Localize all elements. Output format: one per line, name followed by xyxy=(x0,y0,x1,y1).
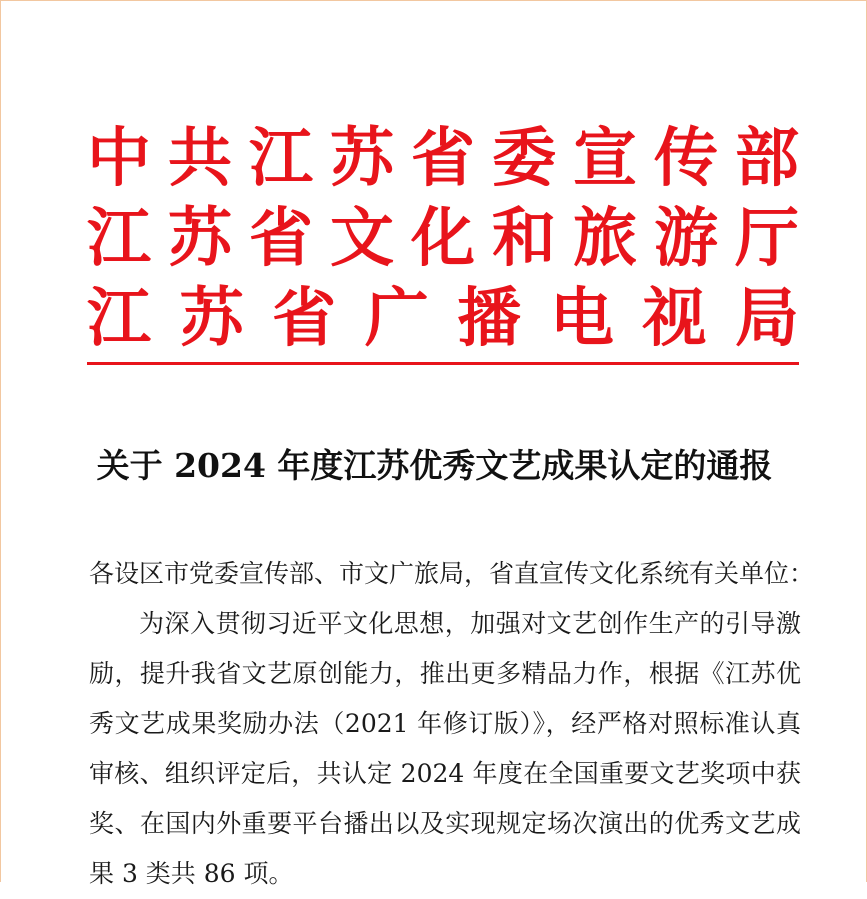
header-char: 视 xyxy=(642,281,707,356)
document-body xyxy=(89,549,815,899)
header-line-2 xyxy=(87,199,799,279)
header-char: 局 xyxy=(734,281,799,356)
header-char: 中 xyxy=(87,121,151,196)
header-char: 厅 xyxy=(735,201,799,276)
header-char: 江 xyxy=(249,121,313,196)
header-line-3 xyxy=(87,279,799,359)
header-char: 播 xyxy=(457,281,522,356)
header-char: 共 xyxy=(168,121,232,196)
header-char: 电 xyxy=(549,281,614,356)
header-char: 苏 xyxy=(179,281,244,356)
header-char: 广 xyxy=(364,281,429,356)
header-char: 文 xyxy=(330,201,394,276)
header-char: 部 xyxy=(735,121,799,196)
header-char: 旅 xyxy=(573,201,637,276)
body-paragraph: 为深入贯彻习近平文化思想，加强对文艺创作生产的引导激励，提升我省文艺原创能力，推出更多精品力作，根据《江苏优秀文艺成果奖励办法（2021 年修订版）》，经严格对照标准认真审核、组织评定后，共认定 2024 年度在全国重要文艺奖项中获奖、在国内外重要平台播出以及实现规定场次演出的优秀文艺成果 3 类共 86 项。 xyxy=(89,609,801,888)
header-char: 苏 xyxy=(330,121,394,196)
header-char: 和 xyxy=(492,201,556,276)
header-char: 江 xyxy=(87,281,151,356)
header-char: 游 xyxy=(654,201,718,276)
header-char: 宣 xyxy=(573,121,637,196)
header-char: 省 xyxy=(411,121,475,196)
header-char: 传 xyxy=(654,121,718,196)
header-char: 苏 xyxy=(168,201,232,276)
header-line-1 xyxy=(87,119,799,199)
header-char: 省 xyxy=(249,201,313,276)
document-title: 关于 2024 年度江苏优秀文艺成果认定的通报 xyxy=(96,446,773,485)
header-char: 江 xyxy=(87,201,151,276)
document-page xyxy=(1,1,867,888)
addressee-line: 各设区市党委宣传部、市文广旅局，省直宣传文化系统有关单位： xyxy=(89,559,815,588)
header-char: 委 xyxy=(492,121,556,196)
red-divider-rule xyxy=(87,362,799,365)
issuing-authorities-header xyxy=(87,119,799,359)
header-char: 化 xyxy=(411,201,475,276)
header-char: 省 xyxy=(272,281,337,356)
